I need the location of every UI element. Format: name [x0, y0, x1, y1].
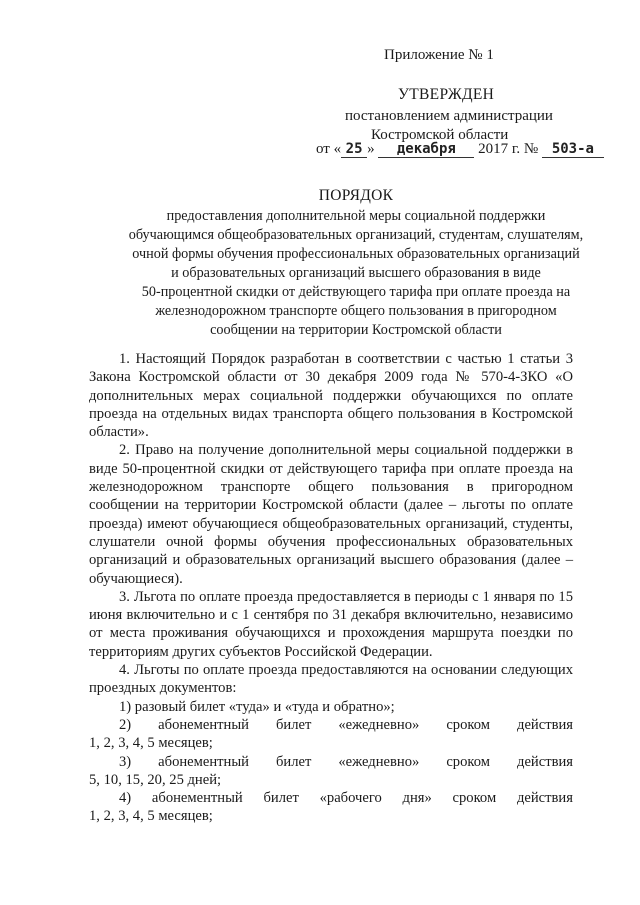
paragraph-4: 4. Льготы по оплате проезда предоставляются на основании следующих проездных документов: — [89, 662, 573, 697]
paragraph-3: 3. Льгота по оплате проезда предоставляется в периоды с 1 января по 15 июня включительно и с 1 сентября по 31 декабря включительно, независимо от места проживания обучающихся и прохождения маршрута поездки по территориям других субъектов Российской Федерации. — [89, 588, 573, 660]
subtitle-line: и образовательных организаций высшего образования в виде — [171, 265, 541, 281]
list-item-1: 1) разовый билет «туда» и «туда и обратно»; — [119, 698, 395, 715]
approved-line-1: постановлением администрации — [345, 108, 553, 124]
approved-line-2: Костромской области — [371, 127, 509, 143]
date-prefix: от « — [316, 141, 342, 157]
list-word: «ежедневно» — [338, 716, 420, 733]
subtitle-line: 50-процентной скидки от действующего тарифа при оплате проезда на — [141, 284, 571, 300]
subtitle-line: сообщении на территории Костромской области — [210, 322, 502, 338]
approved-heading: УТВЕРЖДЕН — [398, 86, 495, 103]
list-word: действия — [517, 753, 573, 770]
subtitle-line: обучающимся общеобразовательных организаций, студентам, слушателям, — [128, 227, 584, 243]
list-word: «рабочего — [319, 790, 382, 807]
date-day: 25 — [341, 141, 367, 158]
list-word: абонементный — [158, 753, 249, 770]
list-item-4 — [89, 789, 573, 807]
date-month: декабря — [378, 141, 474, 158]
list-item-2-continuation: 1, 2, 3, 4, 5 месяцев; — [89, 735, 213, 752]
list-word: действия — [516, 790, 573, 807]
list-word: билет — [275, 753, 312, 770]
list-word: действия — [517, 716, 573, 733]
document-title: ПОРЯДОК — [318, 187, 394, 204]
subtitle-line: железнодорожном транспорте общего пользования в пригородном — [155, 303, 557, 319]
list-word: 4) — [119, 790, 132, 807]
list-word: дня» — [402, 790, 432, 807]
list-word: 3) — [119, 753, 132, 770]
date-mid: » — [367, 141, 375, 157]
list-word: билет — [263, 790, 299, 807]
list-word: абонементный — [151, 790, 243, 807]
list-word: «ежедневно» — [338, 753, 420, 770]
approval-date-line — [316, 141, 604, 158]
list-word: абонементный — [158, 716, 249, 733]
date-year: 2017 г. № — [478, 141, 539, 157]
list-item-3-continuation: 5, 10, 15, 20, 25 дней; — [89, 771, 222, 788]
list-item-3 — [89, 753, 573, 771]
list-word: билет — [275, 716, 312, 733]
paragraph-2: 2. Право на получение дополнительной меры социальной поддержки в виде 50-процентной скидки от действующего тарифа при оплате проезда на железнодорожном транспорте общего пользования в пригородном сообщении на территории Костромской области (далее – льготы по оплате проезда) имеют обучающиеся общеобразовательных организаций, студенты, слушатели очной формы обучения профессиональных образовательных организаций и образовательных организаций высшего образования (далее – обучающиеся). — [89, 442, 573, 587]
decree-number: 503-а — [542, 141, 604, 158]
list-word: сроком — [446, 753, 491, 770]
document-body — [89, 350, 573, 826]
list-word: 2) — [119, 716, 132, 733]
list-item-4-continuation: 1, 2, 3, 4, 5 месяцев; — [89, 808, 213, 825]
subtitle-line: очной формы обучения профессиональных образовательных организаций — [132, 246, 580, 262]
list-item-2 — [89, 716, 573, 734]
appendix-label: Приложение № 1 — [384, 47, 494, 63]
paragraph-1: 1. Настоящий Порядок разработан в соответствии с частью 1 статьи 3 Закона Костромской области от 30 декабря 2009 года № 570-4-ЗКО «О дополнительных мерах социальной поддержки обучающихся по оплате проезда на отдельных видах транспорта общего пользования в Костромской области». — [89, 351, 573, 441]
list-word: сроком — [446, 716, 491, 733]
subtitle-line: предоставления дополнительной меры социальной поддержки — [166, 208, 546, 224]
list-word: сроком — [452, 790, 497, 807]
